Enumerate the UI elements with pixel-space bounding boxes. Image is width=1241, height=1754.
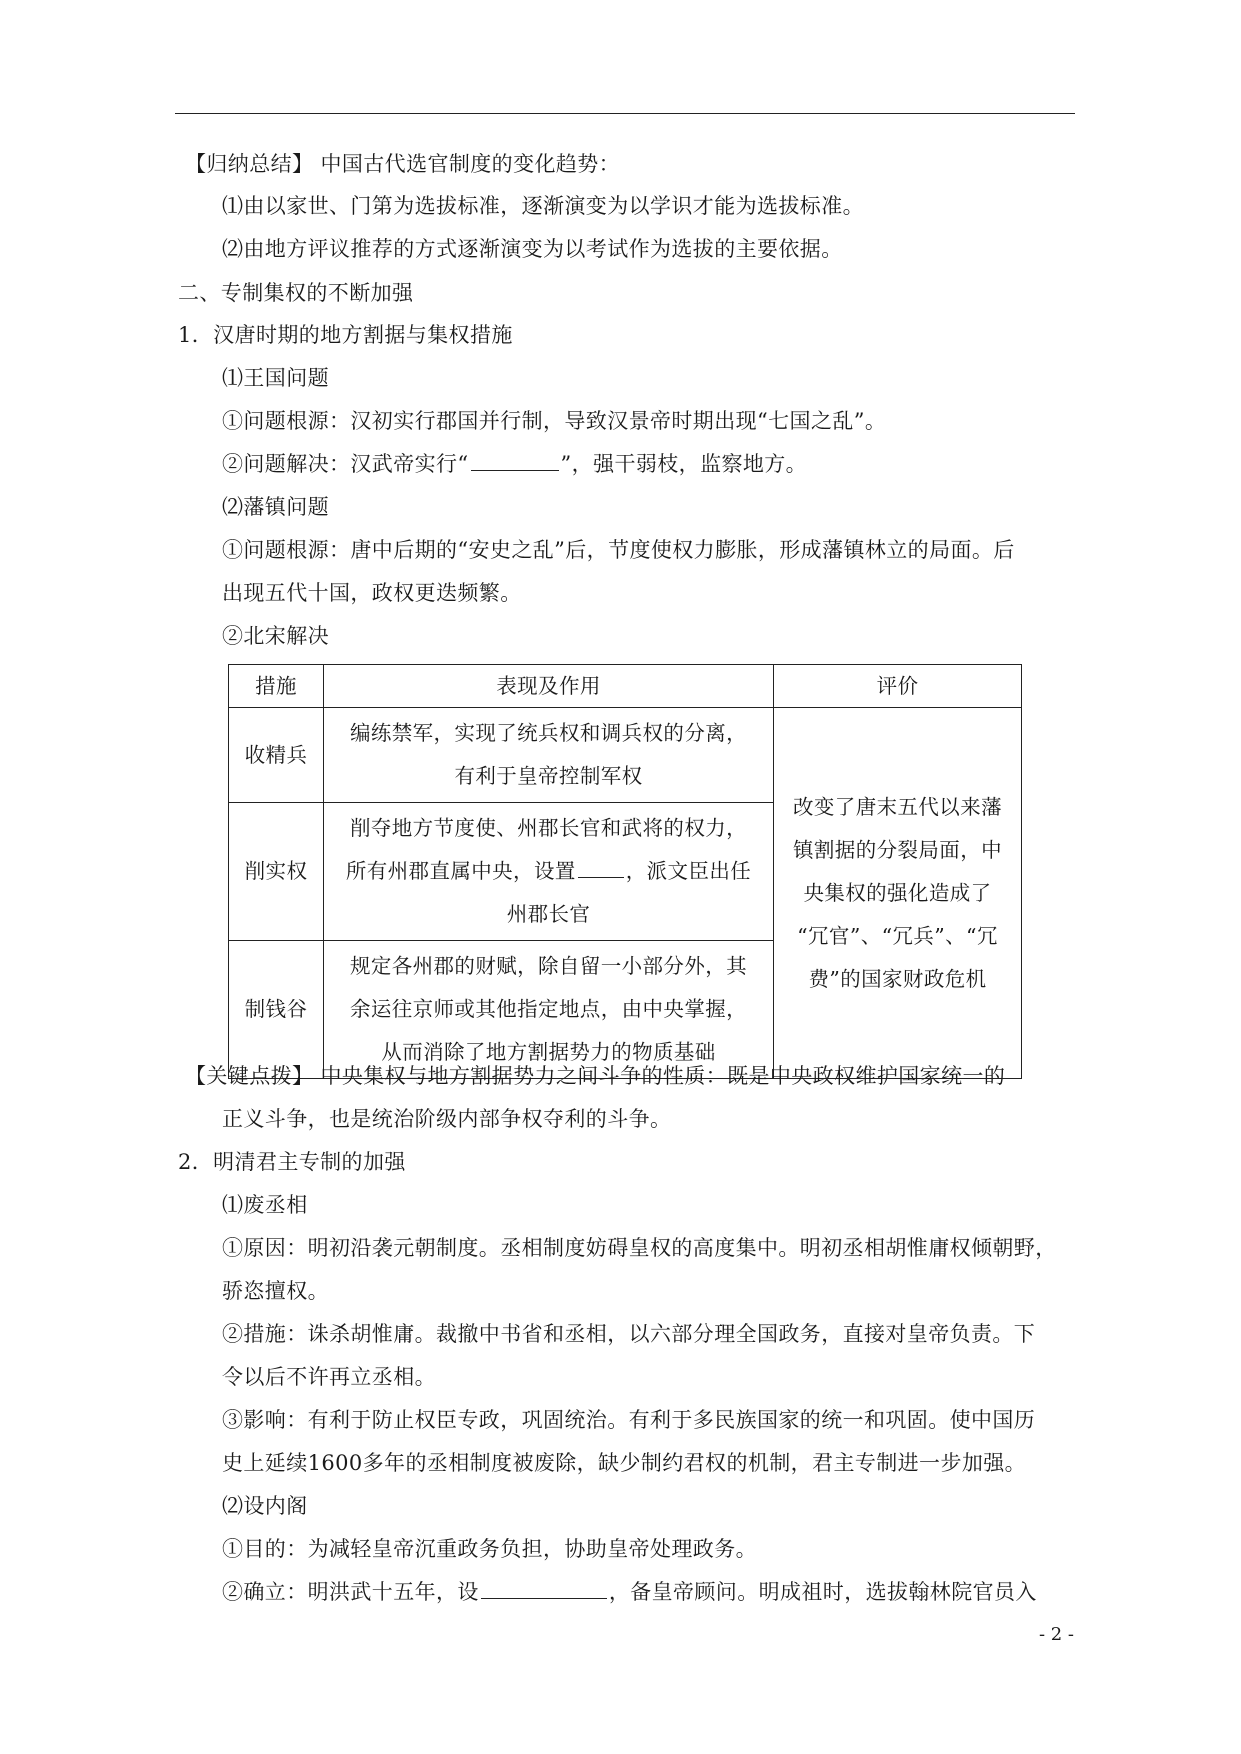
cell-line: 改变了唐末五代以来藩 <box>793 794 1002 819</box>
cell-line: 州郡长官 <box>506 902 591 926</box>
fill-blank[interactable] <box>481 1578 607 1599</box>
cell-line: 费”的国家财政危机 <box>808 966 987 991</box>
effect-cell <box>324 708 774 803</box>
keypoint-heading: 【关键点拨】 中央集权与地方割据势力之间斗争的性质：既是中央政权维护国家统一的 <box>185 1064 1006 1088</box>
text-line: ②措施：诛杀胡惟庸。裁撤中书省和丞相，以六部分理全国政务，直接对皇帝负责。下 <box>222 1322 1036 1346</box>
effect-cell <box>324 803 774 941</box>
summary-heading: 【归纳总结】 中国古代选官制度的变化趋势： <box>185 152 621 176</box>
text-line: ②北宋解决 <box>222 624 329 648</box>
text-segment: ②问题解决：汉武帝实行“ <box>222 452 469 476</box>
text-line: ⑴王国问题 <box>222 366 329 390</box>
text-line <box>222 1578 1037 1606</box>
text-line: ⑵藩镇问题 <box>222 495 329 519</box>
cell-line: 央集权的强化造成了 <box>803 880 992 905</box>
fill-blank[interactable] <box>471 450 559 471</box>
text-line: ①目的：为减轻皇帝沉重政务负担，协助皇帝处理政务。 <box>222 1537 757 1561</box>
measure-cell: 制钱谷 <box>229 941 324 1079</box>
subsection-heading: 1．汉唐时期的地方割据与集权措施 <box>178 323 513 347</box>
header-rule <box>175 113 1075 114</box>
text-line <box>222 450 807 478</box>
measure-cell: 收精兵 <box>229 708 324 803</box>
text-line: 史上延续1600多年的丞相制度被废除，缺少制约君权的机制，君主专制进一步加强。 <box>222 1451 1027 1475</box>
text-segment: ，派文臣出任 <box>625 859 752 883</box>
text-segment: ②确立：明洪武十五年，设 <box>222 1580 479 1604</box>
section-heading: 二、专制集权的不断加强 <box>178 281 414 305</box>
subsection-heading: 2．明清君主专制的加强 <box>178 1150 406 1174</box>
text-segment: ，备皇帝顾问。明成祖时，选拔翰林院官员入 <box>608 1580 1037 1604</box>
cell-line: 削夺地方节度使、州郡长官和武将的权力， <box>349 816 748 840</box>
table-header-cell: 措施 <box>229 665 324 708</box>
text-segment: ”，强干弱枝，监察地方。 <box>560 452 808 476</box>
cell-line: 镇割据的分裂局面，中 <box>793 837 1002 862</box>
text-line: ①问题根源：唐中后期的“安史之乱”后，节度使权力膨胀，形成藩镇林立的局面。后 <box>222 538 1015 562</box>
cell-line: 规定各州郡的财赋，除自留一小部分外，其 <box>349 954 748 978</box>
cell-line: 余运往京师或其他指定地点，由中央掌握， <box>349 997 748 1021</box>
cell-line: “冗官”、“冗兵”、“冗 <box>797 923 998 948</box>
text-line: ⑵由地方评议推荐的方式逐渐演变为以考试作为选拔的主要依据。 <box>222 237 843 261</box>
table-header-row <box>229 665 1022 708</box>
fill-blank[interactable] <box>578 857 624 878</box>
cell-line: 从而消除了地方割据势力的物质基础 <box>381 1040 716 1064</box>
text-line: ①问题根源：汉初实行郡国并行制，导致汉景帝时期出现“七国之乱”。 <box>222 409 887 433</box>
text-line: ⑵设内阁 <box>222 1494 308 1518</box>
page-number: - 2 - <box>1038 1624 1074 1645</box>
evaluation-cell <box>774 708 1022 1079</box>
text-segment: 所有州郡直属中央，设置 <box>345 859 576 883</box>
text-line: ③影响：有利于防止权臣专政，巩固统治。有利于多民族国家的统一和巩固。使中国历 <box>222 1408 1036 1432</box>
song-measures-table <box>228 664 1022 1079</box>
text-line: ①原因：明初沿袭元朝制度。丞相制度妨碍皇权的高度集中。明初丞相胡惟庸权倾朝野， <box>222 1236 1057 1260</box>
table-header-cell: 评价 <box>774 665 1022 708</box>
text-line: 出现五代十国，政权更迭频繁。 <box>222 581 522 605</box>
table-header-cell: 表现及作用 <box>324 665 774 708</box>
cell-line: 编练禁军，实现了统兵权和调兵权的分离， <box>349 721 748 745</box>
cell-line: 有利于皇帝控制军权 <box>454 764 643 788</box>
effect-cell <box>324 941 774 1079</box>
text-line: 正义斗争，也是统治阶级内部争权夺利的斗争。 <box>222 1107 672 1131</box>
text-line: ⑴由以家世、门第为选拔标准，逐渐演变为以学识才能为选拔标准。 <box>222 194 864 218</box>
text-line: ⑴废丞相 <box>222 1193 308 1217</box>
measure-cell: 削实权 <box>229 803 324 941</box>
cell-line <box>334 850 763 893</box>
table-row <box>229 708 1022 803</box>
text-line: 骄恣擅权。 <box>222 1279 329 1303</box>
text-line: 令以后不许再立丞相。 <box>222 1365 436 1389</box>
